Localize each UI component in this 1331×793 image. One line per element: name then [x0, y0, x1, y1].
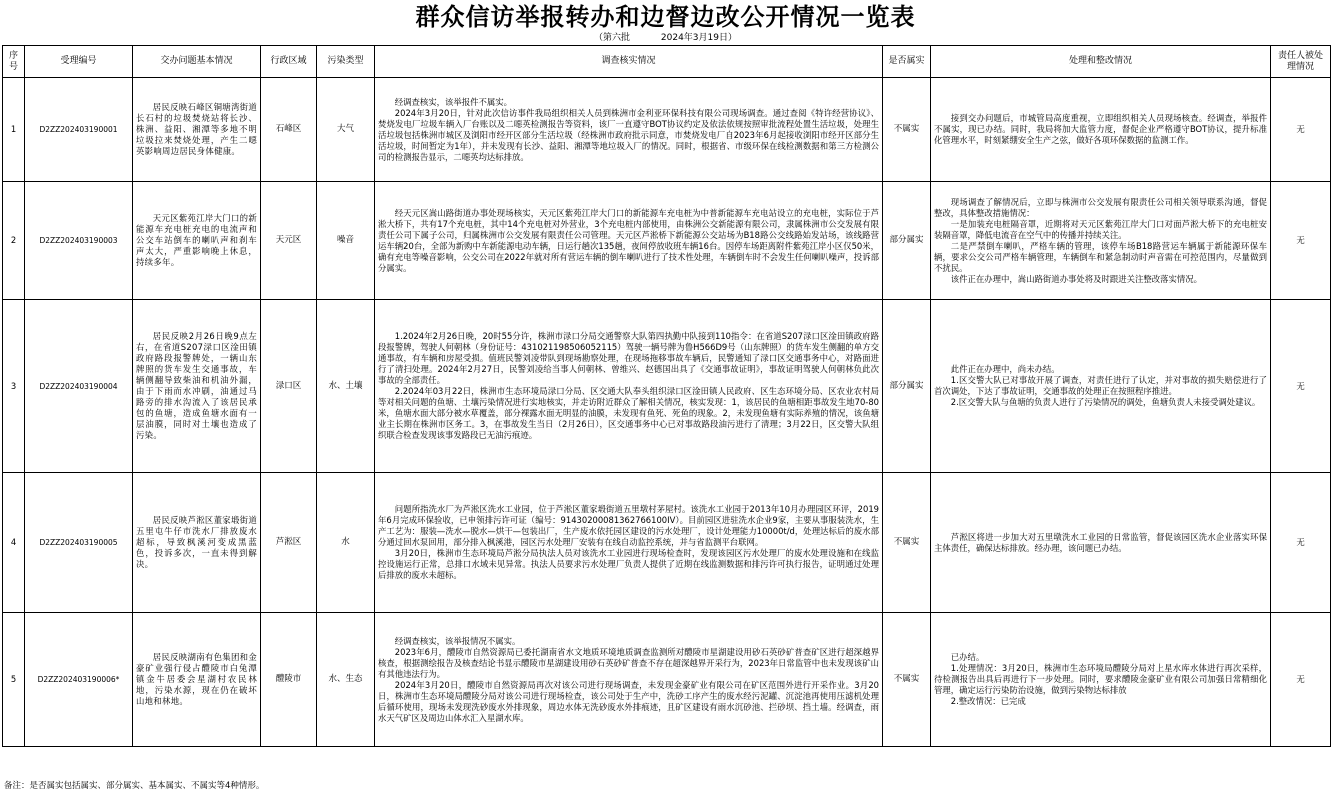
- cell-id: D2ZZ202403190003: [25, 182, 133, 300]
- cell-investigation: [375, 300, 883, 473]
- cell-summary: [133, 300, 261, 473]
- cell-seq: 2: [3, 182, 25, 300]
- cell-district: 石峰区: [261, 78, 317, 182]
- cell-investigation: [375, 182, 883, 300]
- report-table: [2, 45, 1331, 747]
- cell-investigation-paragraph: 经调查核实，该举报件不属实。: [394, 96, 513, 107]
- cell-investigation-paragraph: 2024年3月20日，醴陵市自然资源局再次对该公司进行现场调查，未发现金豪矿业有限公司在矿区范围外进行开采作业。3月20日，株洲市生态环境局醴陵分局对该公司进行现场检查，该公司处于生产中，洗砂工序产生的废水经污泥罐、沉淀池再使用压滤机处理后循环使用，现场未发现洗砂废水外排现象，周边水体无洗砂废水外排痕迹，且矿区建设有雨水沉砂池、拦砂坝、挡土墙。经调查，雨水天气矿区及周边山体水汇入星湖水库。: [378, 679, 879, 723]
- table-row: [3, 613, 1331, 747]
- cell-seq: 3: [3, 300, 25, 473]
- cell-handling-paragraph: 二是严禁倒车喇叭，严格车辆的管理，该停车场B18路营运车辆属于新能源环保车辆，要求公交公司严格车辆管理，车辆倒车和紧急制动时声音需在可控范围内，尽量做到不扰民。: [934, 240, 1267, 273]
- cell-handling: [931, 182, 1271, 300]
- date-label: 2024年3月19日）: [660, 33, 737, 43]
- cell-accountability: 无: [1271, 613, 1331, 747]
- cell-id: D2ZZ202403190001: [25, 78, 133, 182]
- cell-id: D2ZZ202403190005: [25, 473, 133, 613]
- cell-investigation-paragraph: 问题所指洗水厂为芦淞区洗水工业园，位于芦淞区董家塅街道五里墩村茅屋村。该洗水工业园于2013年10月办理园区环评，2019年6月完成环保验收，已申领排污许可证（编号：91430200081362766100IV）。目前园区进驻洗水企业9家，主要从事服装洗水，生产工艺为：服装—洗水—脱水—烘干—包装出厂，生产废水依托园区建设的污水处理厂，设计处理能力10000t/d，处理达标后的废水部分通过回水泵回用，部分排入枫溪港，园区污水处理厂安装有在线自动监控系统，并与省监测平台联网。: [378, 504, 879, 547]
- summary-text: 居民反映湖南有色集团和金豪矿业强行侵占醴陵市白兔潭镇金牛居委会星湖村农民林地，污染水源，现在仍在破坏山地和林地。: [136, 652, 257, 706]
- table-row: [3, 78, 1331, 182]
- header-summary: 交办问题基本情况: [133, 46, 261, 78]
- cell-handling: [931, 300, 1271, 473]
- header-accountability: 责任人被处理情况: [1271, 46, 1331, 78]
- cell-pollution: 水、生态: [317, 613, 375, 747]
- cell-seq: 4: [3, 473, 25, 613]
- table-row: [3, 300, 1331, 473]
- cell-investigation-paragraph: 1.2024年2月26日晚，20时55分许，株洲市渌口分局交通警察大队第四执勤中队接到110指令：在省道S207渌口区淦田镇政府路段报警牌，驾驶人何朝林（身份证号：431021198506052115）驾驶一辆号牌为鲁H566D9号（山东牌照）的货车发生侧翻的单方交通事故，有车辆和房屋受损。值班民警刘凌带队到现场勘察处理，在现场拖移事故车辆后，民警通知了渌口区交通事务中心，对路面进行了清扫处理。2024年2月27日，民警刘凌给当事人何朝林、曾维兴、赵德国出具了《交通事故证明》，事故证明驾驶人何朝林负此次事故的全部责任。: [378, 331, 879, 385]
- cell-handling-paragraph: 一是加装充电桩隔音罩，近期将对天元区紫苑江岸大门口对面芦淞大桥下的充电桩安装隔音罩，降低电流音在空气中的传播并持续关注。: [934, 218, 1267, 240]
- cell-district: 醴陵市: [261, 613, 317, 747]
- cell-handling-paragraph: 芦淞区将进一步加大对五里墩洗水工业园的日常监管，督促该园区洗水企业落实环保主体责任，确保达标排放。经办理，该问题已办结。: [934, 531, 1267, 553]
- cell-investigation: [375, 473, 883, 613]
- table-body: [3, 78, 1331, 747]
- cell-summary: [133, 613, 261, 747]
- cell-handling-paragraph: 1.区交警大队已对事故开展了调查，对责任进行了认定，并对事故的损失赔偿进行了首次调处，下达了事故证明，交通事故的处理正在按照程序推进。: [934, 375, 1267, 396]
- summary-text: 居民反映2月26日晚9点左右，在省道S207渌口区淦田镇政府路段报警牌处，一辆山东牌照的货车发生交通事故，车辆侧翻导致柴油和机油外漏，由于下雨而水冲刷，油通过马路旁的排水沟流入了该居民承包的鱼塘，造成鱼塘水面有一层油膜，同时对土壤也造成了污染。: [136, 331, 257, 440]
- cell-handling: [931, 613, 1271, 747]
- cell-id: D2ZZ202403190004: [25, 300, 133, 473]
- cell-seq: 5: [3, 613, 25, 747]
- cell-handling-paragraph: 该件正在办理中，嵩山路街道办事处将及时跟进关注整改落实情况。: [950, 273, 1203, 284]
- cell-investigation-paragraph: 2.2024年03月22日，株洲市生态环境局渌口分局、区交通大队奉头组织渌口区淦田镇人民政府、区生态环境分局、区农业农村局等对相关问题的鱼塘、土壤污染情况进行实地核实，并走访附近群众了解相关情况，核实发现：1，该居民的鱼塘相距事故发生地70-80米，鱼塘水面大部分被水草覆盖，部分裸露水面无明显的油膜，未发现有鱼死、死鱼的现象。2，未发现鱼塘有实际养殖的情况，该鱼塘业主长期在株洲市区务工。3，在事故发生当日（2月26日），区交通事务中心已对事故路段油污进行了清理；3月22日，区交警大队组织联合检查发现该事发路段已无油污痕迹。: [378, 386, 879, 440]
- cell-district: 渌口区: [261, 300, 317, 473]
- summary-text: 居民反映石峰区铜塘湾街道长石村的垃圾焚烧站将长沙、株洲、益阳、湘潭等多地不明垃圾拉来焚烧处理，产生二噁英影响周边居民身体健康。: [136, 102, 257, 156]
- cell-investigation-paragraph: 2024年3月20日，针对此次信访事件我局组织相关人员到株洲市金利亚环保科技有限公司现场调查。通过查阅《特许经营协议》、焚烧发电厂垃圾车辆入厂台账以及二噁英检测报告等资料，该厂一直遵守BOT协议约定及依法依规按照审批流程处置生活垃圾，处理生活垃圾包括株洲市城区及浏阳市经开区部分生活垃圾（经株洲市政府批示同意，市焚烧发电厂自2023年6月起接收浏阳市经开区部分生活垃圾，时间暂定为1年），并未发现有长沙、益阳、湘潭等地垃圾入厂的情况。同时，根据省、市级环保在线检测数据和第三方检测公司的检测报告显示，二噁英均达标排放。: [378, 107, 879, 162]
- header-verified: 是否属实: [883, 46, 931, 78]
- header-id: 受理编号: [25, 46, 133, 78]
- header-seq: 序号: [3, 46, 25, 78]
- cell-verified: 不属实: [883, 78, 931, 182]
- footnote: 备注：是否属实包括属实、部分属实、基本属实、不属实等4种情形。: [4, 781, 265, 791]
- cell-id: D2ZZ202403190006*: [25, 613, 133, 747]
- cell-verified: 不属实: [883, 473, 931, 613]
- cell-accountability: 无: [1271, 182, 1331, 300]
- page-title: 群众信访举报转办和边督边改公开情况一览表: [415, 2, 916, 31]
- page-subtitle: [0, 33, 1331, 44]
- cell-district: 芦淞区: [261, 473, 317, 613]
- cell-accountability: 无: [1271, 78, 1331, 182]
- cell-investigation-paragraph: 经调查核实，该举报情况不属实。: [394, 635, 521, 646]
- table-row: [3, 473, 1331, 613]
- summary-text: 居民反映芦淞区董家塅街道五里屯牛仔市洗水厂排放废水超标，导致枫溪河变成黑蓝色，投诉多次，一直未得到解决。: [136, 515, 257, 569]
- cell-summary: [133, 473, 261, 613]
- header-investigation: 调查核实情况: [375, 46, 883, 78]
- cell-handling: [931, 473, 1271, 613]
- cell-handling-paragraph: 此件正在办理中，尚未办结。: [950, 364, 1060, 374]
- cell-investigation-paragraph: 经天元区嵩山路街道办事处现场核实，天元区紫苑江岸大门口的新能源车充电桩为中普新能源车充电站设立的充电桩，实际位于芦淞大桥下，共有17个充电桩，其中14个充电桩对外营业，3个充电桩内部使用，由株洲公交新能源有限公司，隶属株洲市公交发展有限责任公司下属子公司，归属株洲市公交发展有限责任公司管理。天元区芦淞桥下新能源公交站场为B18路公交线路始发站场，该线路营运车辆20台，全部为新购中车新能源电动车辆，日运行趟次135趟，夜间停放收班车辆16台。因停车场距离附件紫苑江岸小区仅50米，确有充电等噪音影响，公交公司在2022年就对所有营运车辆的倒车喇叭进行了技术性处理，车辆倒车时不会发生任何喇叭噪声，投诉部分属实。: [378, 207, 879, 273]
- cell-investigation-paragraph: 3月20日，株洲市生态环境局芦淞分局执法人员对该洗水工业园进行现场检查时，发现该园区污水处理厂的废水处理设施和在线监控设施运行正常，总排口水域未见异常。执法人员要求污水处理厂负责人提供了近期在线监测数据和排污许可执行报告，证明通过处理后排放的废水未超标。: [378, 548, 879, 580]
- header-handling: 处理和整改情况: [931, 46, 1271, 78]
- cell-accountability: 无: [1271, 300, 1331, 473]
- cell-pollution: 大气: [317, 78, 375, 182]
- header-row: [3, 46, 1331, 78]
- cell-verified: 部分属实: [883, 182, 931, 300]
- cell-summary: [133, 78, 261, 182]
- cell-pollution: 水、土壤: [317, 300, 375, 473]
- cell-accountability: 无: [1271, 473, 1331, 613]
- table-row: [3, 182, 1331, 300]
- cell-handling-paragraph: 2.区交警大队与鱼塘的负责人进行了污染情况的调处，鱼塘负责人未接受调处建议。: [950, 397, 1261, 407]
- cell-investigation: [375, 613, 883, 747]
- summary-text: 天元区紫苑江岸大门口的新能源车充电桩充电的电流声和公交车站倒车的喇叭声和刹车声太大，严重影响晚上休息，持续多年。: [136, 213, 257, 267]
- cell-investigation-paragraph: 2023年6月，醴陵市自然资源局已委托湖南省水文地质环境地质调查监测所对醴陵市星湖建设用砂石英砂矿普查矿区进行超深越界核查，根据测绘报告及核查结论书显示醴陵市星湖建设用砂石英砂矿普查不存在超深越界开采行为，2023年日常监管中也未发现该矿山有其他违法行为。: [378, 646, 879, 679]
- cell-pollution: 噪音: [317, 182, 375, 300]
- cell-handling-paragraph: 1.处理情况：3月20日，株洲市生态环境局醴陵分局对上星水库水体进行再次采样，待检测报告出具后再进行下一步处理。同时，要求醴陵金豪矿业有限公司加强日常精细化管理，确定运行污染防治设施，做到污染物达标排放: [934, 663, 1267, 695]
- batch-label: （第六批: [594, 33, 631, 43]
- cell-handling-paragraph: 2.整改情况：已完成: [950, 696, 1026, 706]
- cell-handling-paragraph: 已办结。: [950, 652, 985, 662]
- header-pollution: 污染类型: [317, 46, 375, 78]
- header-district: 行政区域: [261, 46, 317, 78]
- cell-verified: 部分属实: [883, 300, 931, 473]
- cell-investigation: [375, 78, 883, 182]
- cell-summary: [133, 182, 261, 300]
- cell-district: 天元区: [261, 182, 317, 300]
- cell-handling-paragraph: 现场调查了解情况后，立即与株洲市公交发展有限责任公司相关领导联系沟通，督促整改，具体整改措施情况：: [934, 196, 1267, 218]
- cell-verified: 不属实: [883, 613, 931, 747]
- cell-pollution: 水: [317, 473, 375, 613]
- cell-seq: 1: [3, 78, 25, 182]
- cell-handling: [931, 78, 1271, 182]
- cell-handling-paragraph: 接到交办问题后，市城管局高度重视，立即组织相关人员现场核查。经调查，举报件不属实，现已办结。同时，我局将加大监管力度，督促企业严格遵守BOT协议，提升标准化管理水平，时刻紧绷安全生产之弦，做好各项环保数据的监测工作。: [934, 113, 1267, 145]
